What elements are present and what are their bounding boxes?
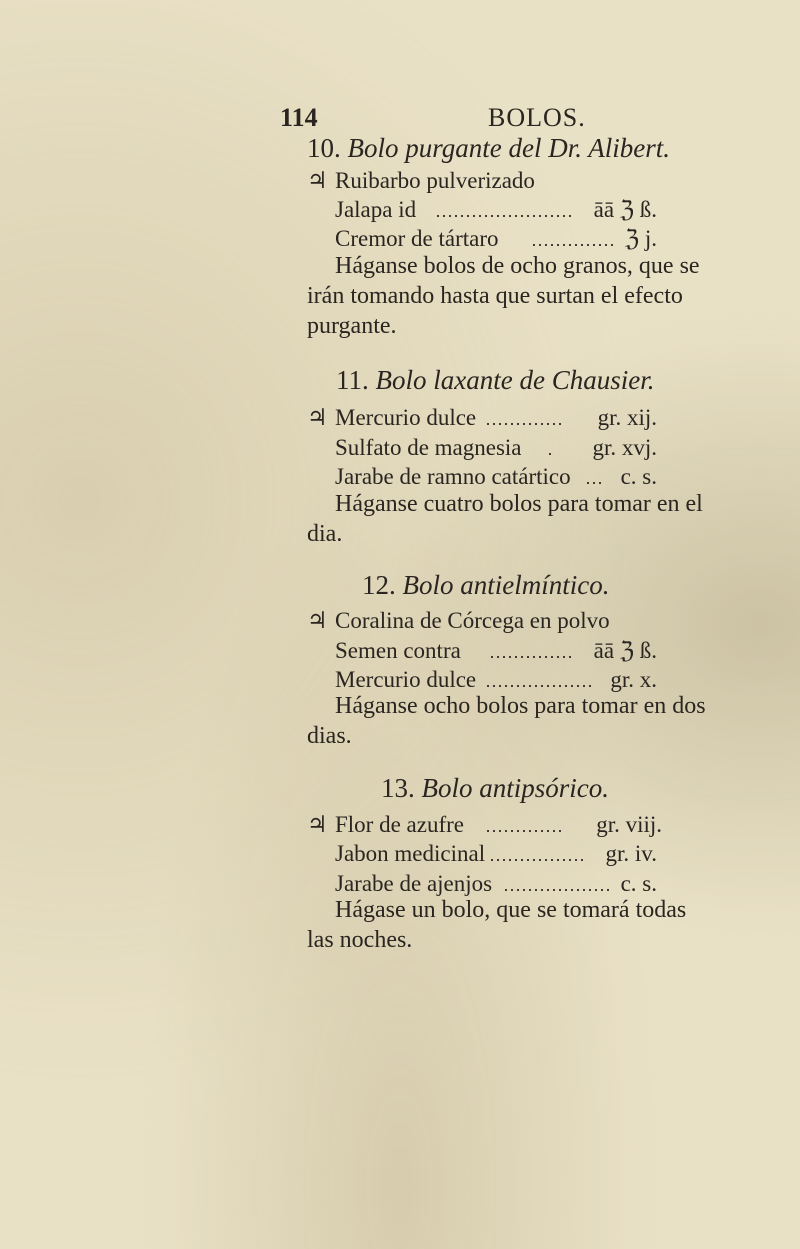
ingredient-quantity: ℨ j.	[624, 226, 657, 251]
leader-dots	[485, 423, 561, 425]
instructions	[307, 691, 800, 751]
page-number: 114	[280, 103, 318, 132]
leader-dots	[489, 859, 585, 861]
ingredient-row	[307, 224, 657, 254]
text-line: Háganse cuatro bolos para tomar en el	[335, 491, 703, 517]
ingredient-quantity: c. s.	[620, 464, 657, 489]
recipe-symbol: ♃	[307, 608, 328, 633]
ingredient-name: Flor de azufre	[335, 812, 464, 837]
ingredient-name: Ruibarbo pulverizado	[335, 168, 535, 193]
text-line: Hágase un bolo, que se tomará todas	[335, 897, 687, 923]
ingredient-row	[307, 403, 657, 433]
section-number: 10.	[307, 133, 341, 163]
instructions	[307, 251, 800, 341]
ingredient-name: Coralina de Córcega en polvo	[335, 608, 610, 633]
ingredient-quantity: āā ℨ ß.	[593, 638, 657, 663]
leader-dots	[547, 453, 553, 455]
section-heading	[362, 570, 609, 601]
ingredient-name: Mercurio dulce	[335, 667, 477, 692]
text-line: Háganse ocho bolos para tomar en dos	[335, 693, 706, 719]
ingredient-quantity: gr. xij.	[597, 405, 657, 430]
leader-dots	[485, 685, 591, 687]
text-line: purgante.	[307, 313, 397, 339]
section-title: Bolo antipsórico.	[421, 773, 609, 803]
section-title: Bolo antielmíntico.	[402, 570, 610, 600]
section-title: Bolo purgante del Dr. Alibert.	[347, 133, 670, 163]
recipe-symbol: ♃	[307, 168, 328, 193]
text-line: las noches.	[307, 927, 413, 953]
section-number: 13.	[381, 773, 415, 803]
leader-dots	[435, 215, 571, 217]
section-heading	[336, 365, 654, 396]
ingredient-row	[307, 606, 687, 636]
text-line: dias.	[307, 723, 352, 749]
leader-dots	[485, 830, 562, 832]
recipe-symbol: ♃	[307, 812, 328, 837]
ingredient-name: Semen contra	[335, 638, 461, 663]
instructions	[307, 895, 800, 955]
ingredient-row	[307, 433, 657, 463]
ingredient-name: Cremor de tártaro	[335, 226, 499, 251]
ingredient-quantity: gr. iv.	[605, 841, 657, 866]
ingredient-row	[307, 839, 657, 869]
ingredient-row	[307, 166, 627, 196]
instructions	[307, 489, 800, 549]
ingredient-row	[307, 195, 657, 225]
recipe-symbol: ♃	[307, 405, 328, 430]
ingredient-name: Jarabe de ramno catártico	[335, 464, 571, 489]
ingredient-quantity: gr. x.	[610, 667, 657, 692]
running-title: BOLOS.	[488, 103, 586, 132]
ingredient-row	[307, 462, 657, 492]
section-heading	[307, 133, 670, 164]
ingredient-name: Jarabe de ajenjos	[335, 871, 493, 896]
text-line: Háganse bolos de ocho granos, que se	[335, 253, 700, 279]
leader-dots	[531, 244, 613, 246]
section-number: 11.	[336, 365, 369, 395]
ingredient-name: Sulfato de magnesia	[335, 435, 522, 460]
leader-dots	[585, 482, 605, 484]
leader-dots	[489, 656, 571, 658]
ingredient-name: Jabon medicinal	[335, 841, 486, 866]
ingredient-row	[307, 810, 662, 840]
section-title: Bolo laxante de Chausier.	[375, 365, 655, 395]
section-number: 12.	[362, 570, 396, 600]
leader-dots	[503, 889, 611, 891]
running-head	[280, 103, 586, 133]
ingredient-quantity: gr. xvj.	[592, 435, 657, 460]
text-line: dia.	[307, 521, 343, 547]
ingredient-quantity: āā ℨ ß.	[593, 197, 657, 222]
ingredient-name: Mercurio dulce	[335, 405, 477, 430]
text-line: irán tomando hasta que surtan el efecto	[307, 283, 683, 309]
ingredient-quantity: c. s.	[620, 871, 657, 896]
ingredient-name: Jalapa id	[335, 197, 417, 222]
ingredient-quantity: gr. viij.	[596, 812, 662, 837]
section-heading	[381, 773, 609, 804]
ingredient-row	[307, 636, 657, 666]
